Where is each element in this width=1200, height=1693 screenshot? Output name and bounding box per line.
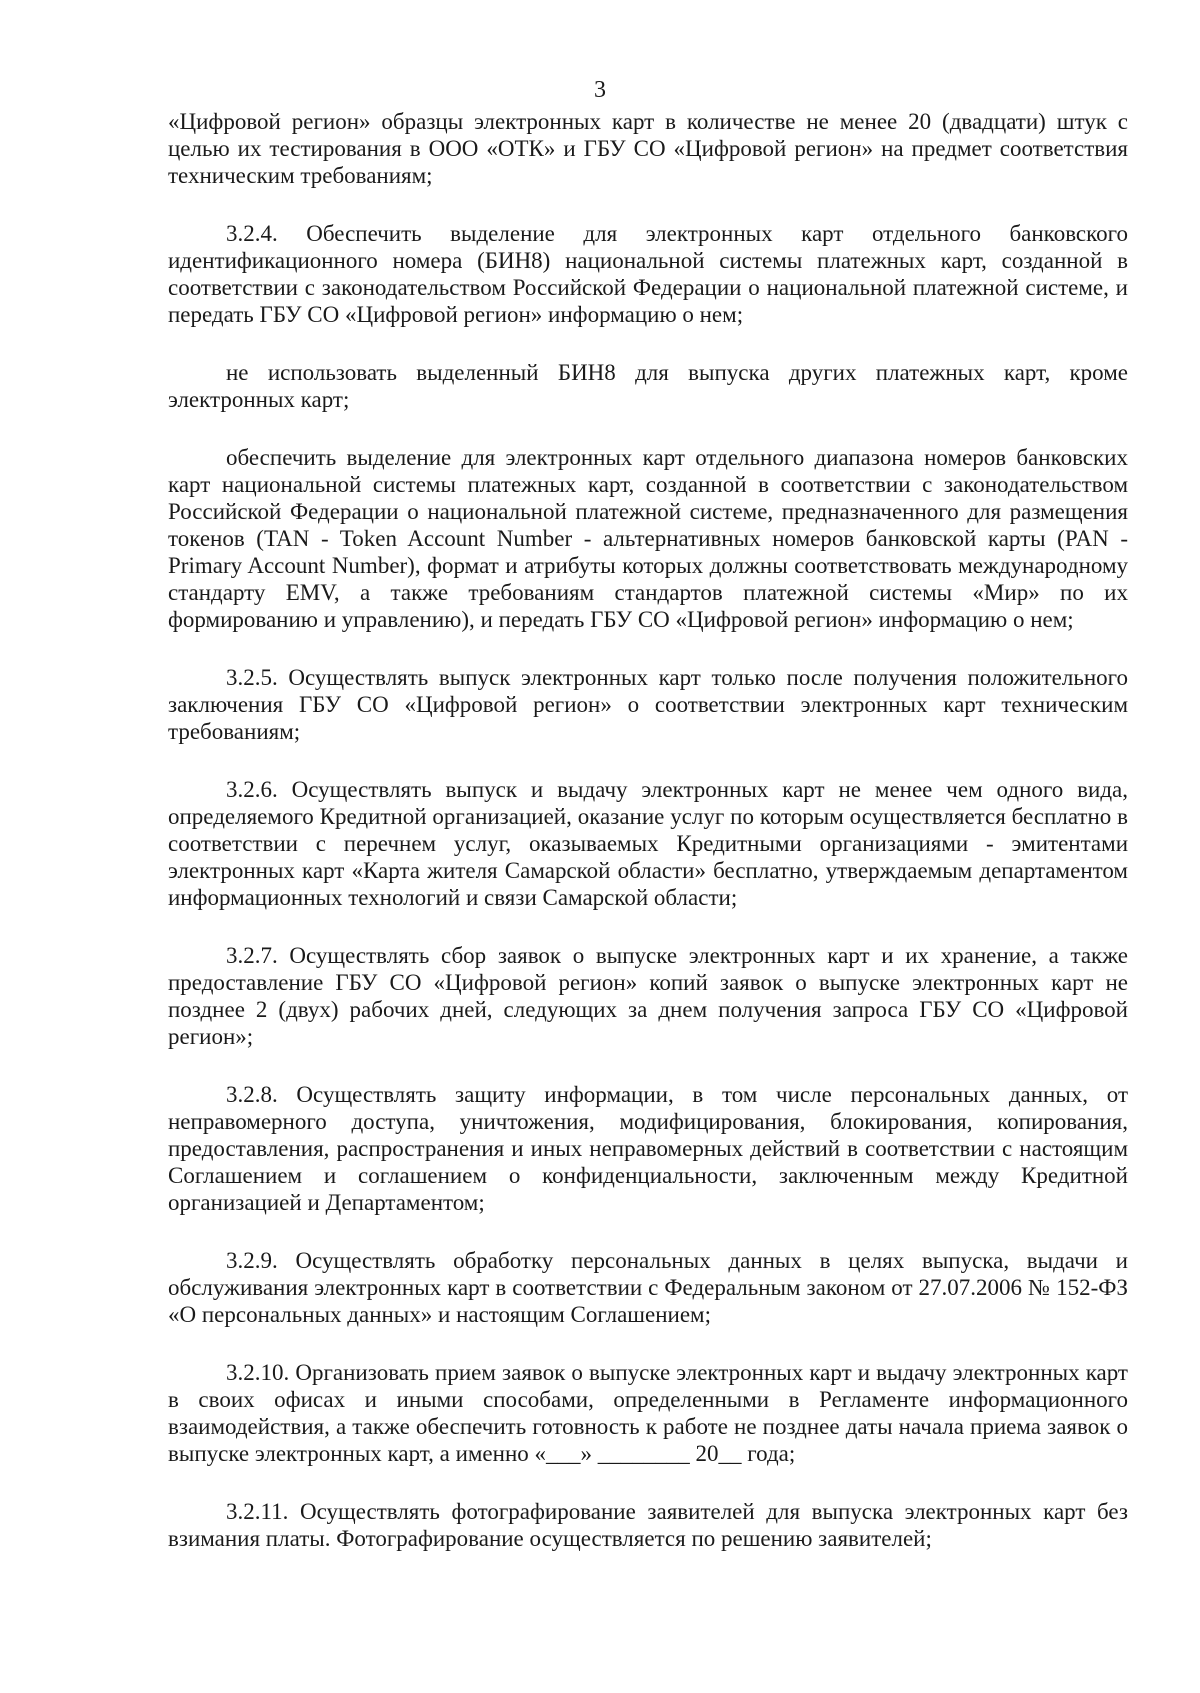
paragraph-3-2-7: 3.2.7. Осуществлять сбор заявок о выпуске электронных карт и их хранение, а также предоставление ГБУ СО «Цифровой регион» копий заявок о выпуске электронных карт не позднее 2 (двух) рабочих дней, следующих за днем получения запроса ГБУ СО «Цифровой регион»; <box>168 943 1128 1049</box>
paragraph-continuation: «Цифровой регион» образцы электронных карт в количестве не менее 20 (двадцати) штук с целью их тестирования в ООО «ОТК» и ГБУ СО «Цифровой регион» на предмет соответствия техническим требованиям; <box>168 109 1128 188</box>
paragraph-bin8-restriction: не использовать выделенный БИН8 для выпуска других платежных карт, кроме электронных карт; <box>168 360 1128 412</box>
page-number: 3 <box>594 77 606 103</box>
paragraph-3-2-4: 3.2.4. Обеспечить выделение для электронных карт отдельного банковского идентификационного номера (БИН8) национальной системы платежных карт, созданной в соответствии с законодательством Российской Федерации о национальной платежной системе, и передать ГБУ СО «Цифровой регион» информацию о нем; <box>168 221 1128 327</box>
document-body <box>168 108 1128 1583</box>
paragraph-3-2-6: 3.2.6. Осуществлять выпуск и выдачу электронных карт не менее чем одного вида, определяемого Кредитной организацией, оказание услуг по которым осуществляется бесплатно в соответствии с перечнем услуг, оказываемых Кредитными организациями - эмитентами электронных карт «Карта жителя Самарской области» бесплатно, утверждаемым департаментом информационных технологий и связи Самарской области; <box>168 777 1128 910</box>
paragraph-token-range: обеспечить выделение для электронных карт отдельного диапазона номеров банковских карт национальной системы платежных карт, созданной в соответствии с законодательством Российской Федерации о национальной платежной системе, предназначенного для размещения токенов (TAN - Token Account Number - альтернативных номеров банковской карты (PAN - Primary Account Number), формат и атрибуты которых должны соответствовать международному стандарту EMV, а также требованиям стандартов платежной системы «Мир» по их формированию и управлению), и передать ГБУ СО «Цифровой регион» информацию о нем; <box>168 445 1128 632</box>
paragraph-3-2-9: 3.2.9. Осуществлять обработку персональных данных в целях выпуска, выдачи и обслуживания электронных карт в соответствии с Федеральным законом от 27.07.2006 № 152-ФЗ «О персональных данных» и настоящим Соглашением; <box>168 1248 1128 1327</box>
paragraph-3-2-10: 3.2.10. Организовать прием заявок о выпуске электронных карт и выдачу электронных карт в своих офисах и иными способами, определенными в Регламенте информационного взаимодействия, а также обеспечить готовность к работе не позднее даты начала приема заявок о выпуске электронных карт, а именно «___» ________ 20__ года; <box>168 1360 1128 1466</box>
paragraph-3-2-8: 3.2.8. Осуществлять защиту информации, в том числе персональных данных, от неправомерного доступа, уничтожения, модифицирования, блокирования, копирования, предоставления, распространения и иных неправомерных действий в соответствии с настоящим Соглашением и соглашением о конфиденциальности, заключенным между Кредитной организацией и Департаментом; <box>168 1082 1128 1215</box>
paragraph-3-2-11: 3.2.11. Осуществлять фотографирование заявителей для выпуска электронных карт без взимания платы. Фотографирование осуществляется по решению заявителей; <box>168 1499 1128 1551</box>
paragraph-3-2-5: 3.2.5. Осуществлять выпуск электронных карт только после получения положительного заключения ГБУ СО «Цифровой регион» о соответствии электронных карт техническим требованиям; <box>168 665 1128 744</box>
